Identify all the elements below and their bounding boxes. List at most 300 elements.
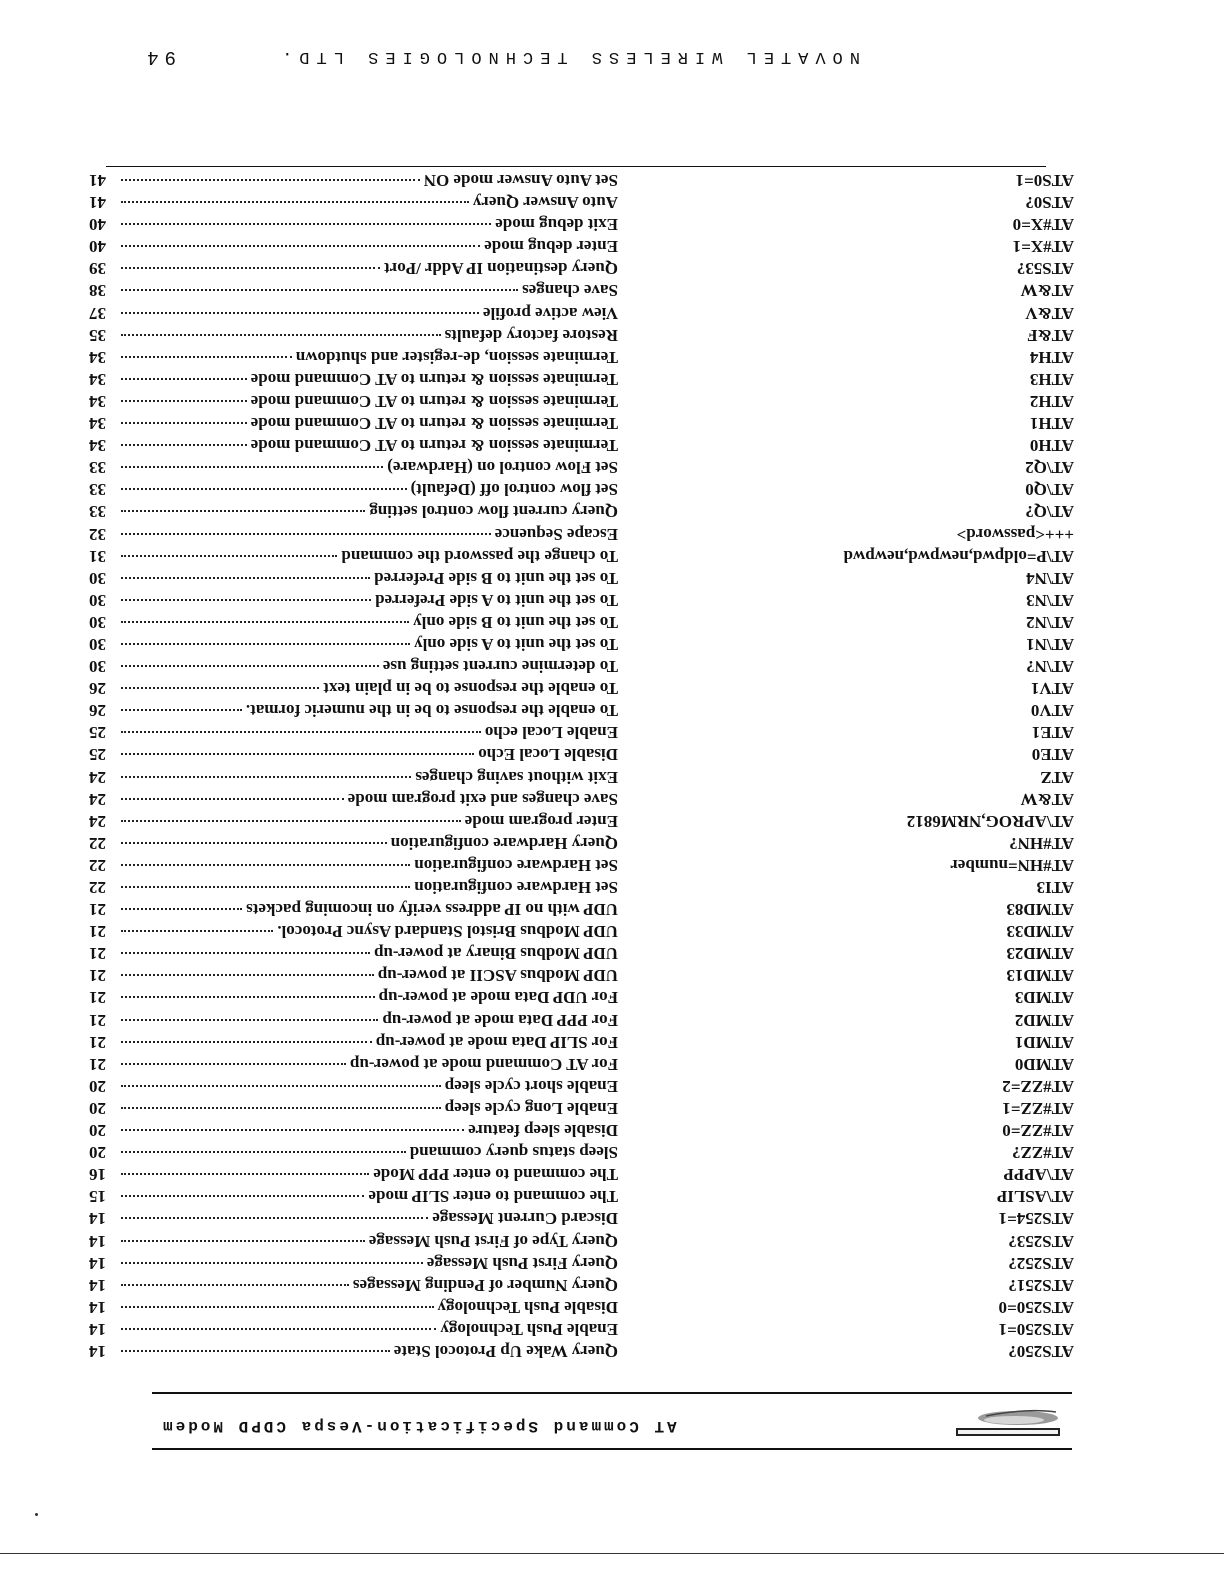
command-description: Enter debug mode [484,237,618,257]
dot-leader [121,488,407,490]
command-name: ATS252? [1008,1253,1074,1273]
index-entry [89,1318,1074,1340]
command-description: To determine current setting use [382,657,618,677]
entry-page-number: 32 [89,524,106,544]
entry-description-wrap [89,478,618,500]
entry-description-wrap [89,1097,618,1119]
entry-description-wrap [89,898,618,920]
command-description: Query Hardware configuration [390,833,618,853]
entry-page-number: 30 [89,612,106,632]
dot-leader [121,510,365,512]
entry-description-wrap [89,1009,618,1031]
entry-page-number: 25 [89,745,106,765]
index-entry [89,412,1074,434]
scan-edge-rule [0,1553,1224,1554]
command-description: For SLIP Data mode at power-up [375,1032,618,1052]
index-entry [89,765,1074,787]
command-index-list [89,169,1074,1362]
dot-leader [121,1041,372,1043]
entry-description-wrap [89,876,618,898]
dot-leader [121,1240,365,1242]
entry-description-wrap [89,611,618,633]
entry-description-wrap [89,1031,618,1053]
entry-page-number: 21 [89,922,106,942]
command-name: ATZ [1040,767,1074,787]
entry-page-number: 30 [89,635,106,654]
dot-leader [121,997,375,999]
entry-page-number: 16 [89,1165,106,1185]
index-entry [89,677,1074,699]
index-entry [89,898,1074,920]
index-entry [89,456,1074,478]
command-description: To set the unit to A side only [414,635,618,654]
command-name: ATMD33 [1006,922,1074,942]
command-description: Enable Local echo [484,723,618,743]
dot-leader [121,444,247,446]
index-entry [89,810,1074,832]
entry-description-wrap [89,324,618,346]
entry-page-number: 31 [89,546,106,566]
command-description: Terminate session & return to AT Command mode [250,369,618,389]
index-entry [89,1141,1074,1163]
command-description: Set Hardware configuration [414,855,618,875]
entry-description-wrap [89,920,618,942]
entry-page-number: 24 [89,767,106,787]
entry-page-number: 34 [89,347,106,367]
command-name: AT#ZZ=2 [1002,1076,1074,1096]
dot-leader [121,223,491,225]
dot-leader [121,555,337,557]
entry-page-number: 14 [89,1209,106,1229]
command-description: Enter program mode [464,811,618,831]
index-entry [89,1075,1074,1097]
command-description: Sleep status query command [409,1143,618,1163]
index-entry [89,1031,1074,1053]
index-entry [89,235,1074,257]
entry-page-number: 30 [89,568,106,588]
index-entry [89,324,1074,346]
entry-page-number: 20 [89,1143,106,1163]
index-entry [89,1252,1074,1274]
entry-description-wrap [89,1274,618,1296]
entry-description-wrap [89,699,618,721]
entry-description-wrap [89,1318,618,1340]
command-description: View active profile [482,303,618,323]
index-entry [89,942,1074,964]
entry-description-wrap [89,1053,618,1075]
dot-leader [121,1328,436,1330]
command-name: AT&V [1025,303,1074,323]
entry-page-number: 20 [89,1121,106,1141]
entry-description-wrap [89,1207,618,1229]
entry-page-number: 41 [89,171,106,191]
entry-description-wrap [89,1075,618,1097]
index-entry [89,1296,1074,1318]
entry-page-number: 22 [89,855,106,875]
index-entry [89,1009,1074,1031]
entry-page-number: 21 [89,1032,106,1052]
entry-page-number: 33 [89,502,106,522]
command-description: Query destination IP Addr /Port [384,259,618,279]
command-description: Exit without saving changes [415,767,618,787]
dot-leader [121,533,491,535]
command-name: ATMD0 [1014,1054,1074,1074]
command-description: Terminate session, de-register and shutdown [295,347,618,367]
entry-description-wrap [89,832,618,854]
entry-description-wrap [89,412,618,434]
command-description: To enable the response to be in plain text [323,679,618,699]
dot-leader [121,577,370,579]
index-entry [89,434,1074,456]
command-name: ATS250? [1008,1342,1074,1361]
entry-description-wrap [89,567,618,589]
entry-page-number: 37 [89,303,106,323]
entry-page-number: 21 [89,988,106,1008]
command-name: ATH3 [1029,369,1074,389]
index-entry [89,1119,1074,1141]
dot-leader [121,1195,365,1197]
entry-page-number: 21 [89,1054,106,1074]
index-entry [89,279,1074,301]
command-name: ATS253? [1008,1231,1074,1251]
index-entry [89,1274,1074,1296]
dot-leader [121,422,247,424]
command-name: AT\Q0 [1025,480,1074,500]
entry-description-wrap [89,942,618,964]
command-description: Terminate session & return to AT Command mode [250,436,618,456]
command-name: AT&F [1027,325,1074,345]
dot-leader [121,1306,434,1308]
dot-leader [121,731,481,733]
command-name: ATE1 [1031,723,1074,743]
dot-leader [121,886,410,888]
dot-leader [121,820,461,822]
command-name: AT#HN=number [950,855,1074,875]
entry-page-number: 34 [89,436,106,456]
index-entry [89,699,1074,721]
dot-leader [121,356,292,358]
command-description: UDP Modbus ASCII at power-up [377,966,618,986]
entry-description-wrap [89,257,618,279]
command-name: AT\P=oldpwd,newpwd,newpwd [843,546,1074,566]
command-name: AT#X=1 [1012,237,1074,257]
entry-page-number: 34 [89,414,106,434]
command-description: Exit debug mode [495,215,618,235]
index-entry [89,964,1074,986]
entry-page-number: 40 [89,215,106,235]
entry-description-wrap [89,743,618,765]
command-description: Disable Local Echo [478,745,618,765]
dot-leader [121,201,469,203]
entry-description-wrap [89,766,618,788]
command-description: Terminate session & return to AT Command mode [250,391,618,411]
dot-leader [121,1107,441,1109]
index-entry [89,832,1074,854]
command-description: Set flow control off (Default) [410,480,618,500]
command-description: Set Flow control on (Hardware) [387,458,618,478]
command-description: UDP Modbus Bristol Standard Async Protocol. [277,922,618,942]
command-description: UDP with no IP address verify on incoming packets [246,900,618,920]
entry-description-wrap [89,1230,618,1252]
command-name: ATV1 [1030,679,1074,699]
command-description: Enable Push Technology [440,1319,618,1339]
command-description: Auto Answer Query [472,193,618,213]
entry-description-wrap [89,1340,618,1362]
command-name: +++<password> [956,524,1074,544]
index-entry [89,302,1074,324]
entry-description-wrap [89,346,618,368]
entry-page-number: 34 [89,369,106,389]
index-entry [89,500,1074,522]
scan-speck [35,1513,38,1516]
entry-page-number: 33 [89,458,106,478]
dot-leader [121,621,409,623]
dot-leader [121,665,379,667]
command-description: For PPP Data mode at power-up [382,1010,618,1030]
command-name: AT\N2 [1026,612,1074,632]
entry-page-number: 22 [89,878,106,898]
dot-leader [121,753,474,755]
entry-page-number: 14 [89,1319,106,1339]
command-name: AT\ASLIP [996,1187,1074,1207]
entry-page-number: 40 [89,237,106,257]
footer-rule [106,166,1046,167]
command-description: For AT Command mode at power-up [349,1054,618,1074]
command-description: To enable the response to be in the numeric format. [245,701,618,721]
command-name: AT\N1 [1026,635,1074,654]
index-entry [89,169,1074,191]
command-name: AT\APPP [1003,1165,1074,1185]
index-entry [89,788,1074,810]
entry-description-wrap [89,1296,618,1318]
command-name: ATMD23 [1006,944,1074,964]
command-description: The command to enter PPP Mode [373,1165,618,1185]
entry-description-wrap [89,677,618,699]
index-entry [89,1053,1074,1075]
entry-page-number: 25 [89,723,106,743]
dot-leader [121,1217,428,1219]
dot-leader [121,1063,346,1065]
command-description: Query First Push Message [426,1253,618,1273]
entry-description-wrap [89,456,618,478]
index-entry [89,589,1074,611]
command-name: AT\Q? [1025,502,1074,522]
dot-leader [121,312,479,314]
command-name: ATI3 [1036,878,1074,898]
entry-description-wrap [89,191,618,213]
index-entry [89,854,1074,876]
entry-page-number: 26 [89,679,106,699]
command-name: ATS251? [1008,1275,1074,1295]
entry-description-wrap [89,280,618,302]
index-entry [89,567,1074,589]
dot-leader [121,952,370,954]
command-name: ATS0? [1025,193,1074,213]
entry-page-number: 21 [89,966,106,986]
entry-page-number: 20 [89,1076,106,1096]
entry-description-wrap [89,655,618,677]
command-description: Query Type of First Push Message [368,1231,618,1251]
index-entry [89,633,1074,655]
index-entry [89,1097,1074,1119]
command-name: AT\APROG,NRM6812 [906,811,1074,831]
dot-leader [121,245,480,247]
entry-page-number: 21 [89,944,106,964]
command-name: AT\N3 [1026,590,1074,610]
entry-page-number: 14 [89,1231,106,1251]
entry-description-wrap [89,500,618,522]
entry-page-number: 38 [89,281,106,301]
index-entry [89,390,1074,412]
dot-leader [121,643,410,645]
command-name: AT#HN? [1009,833,1074,853]
entry-page-number: 21 [89,1010,106,1030]
dot-leader [121,687,319,689]
page-title: AT Command Specification-Vespa CDPD Modem [160,1417,677,1435]
entry-description-wrap [89,633,618,655]
index-entry [89,1163,1074,1185]
dot-leader [121,776,411,778]
entry-description-wrap [89,302,618,324]
command-name: AT#ZZ=0 [1002,1121,1074,1141]
command-name: ATH1 [1029,414,1074,434]
index-entry [89,920,1074,942]
command-name: AT\Q2 [1025,458,1074,478]
index-entry [89,1229,1074,1251]
index-entry [89,611,1074,633]
entry-page-number: 14 [89,1297,106,1317]
command-name: ATS0=1 [1015,171,1074,191]
dot-leader [121,290,518,292]
command-description: Query Wake Up Protocol State [393,1342,618,1361]
entry-page-number: 20 [89,1098,106,1118]
command-description: To set the unit to A side Preferred [375,590,618,610]
entry-description-wrap [89,1119,618,1141]
entry-page-number: 30 [89,590,106,610]
index-entry [89,1207,1074,1229]
entry-description-wrap [89,810,618,832]
dot-leader [121,400,247,402]
index-entry [89,655,1074,677]
index-entry [89,522,1074,544]
dot-leader [121,930,273,932]
index-entry [89,986,1074,1008]
entry-description-wrap [89,854,618,876]
dot-leader [121,599,371,601]
command-description: Enable Long cycle sleep [444,1098,618,1118]
command-description: Disable sleep feature [468,1121,618,1141]
command-name: ATMD13 [1006,966,1074,986]
command-description: Terminate session & return to AT Command mode [250,414,618,434]
index-entry [89,257,1074,279]
dot-leader [121,974,374,976]
command-name: AT&W [1020,789,1074,809]
entry-page-number: 14 [89,1275,106,1295]
dot-leader [121,709,242,711]
entry-description-wrap [89,1185,618,1207]
entry-page-number: 30 [89,657,106,677]
command-name: ATE0 [1031,745,1074,765]
index-entry [89,478,1074,500]
dot-leader [121,1173,369,1175]
dot-leader [121,1085,441,1087]
index-entry [89,1340,1074,1362]
entry-description-wrap [89,368,618,390]
index-entry [89,346,1074,368]
command-description: The command to enter SLIP mode [368,1187,618,1207]
dot-leader [121,1284,349,1286]
command-description: Query current flow control setting [369,502,618,522]
command-description: Set Hardware configuration [414,878,618,898]
dot-leader [121,1129,464,1131]
entry-page-number: 21 [89,900,106,920]
entry-description-wrap [89,545,618,567]
command-name: AT#ZZ=1 [1002,1098,1074,1118]
entry-description-wrap [89,987,618,1009]
command-description: To set the unit to B side only [413,612,618,632]
command-description: Disable Push Technology [437,1297,618,1317]
entry-page-number: 14 [89,1253,106,1273]
entry-page-number: 26 [89,701,106,721]
index-entry [89,545,1074,567]
dot-leader [121,466,383,468]
command-description: Discard Current Message [432,1209,618,1229]
dot-leader [121,798,344,800]
command-description: Query Number of Pending Messages [352,1275,618,1295]
entry-page-number: 15 [89,1187,106,1207]
entry-description-wrap [89,1141,618,1163]
command-name: AT\N? [1026,657,1074,677]
command-name: ATS254=1 [998,1209,1074,1229]
entry-description-wrap [89,721,618,743]
command-description: Save changes and exit program mode [347,789,618,809]
command-description: UDP Modbus Binary at power-up [373,944,618,964]
command-description: Restore factory defaults [444,325,618,345]
entry-description-wrap [89,169,618,191]
dot-leader [121,179,420,181]
command-name: ATH0 [1029,436,1074,456]
page-header [152,1392,1072,1450]
command-name: AT#ZZ? [1011,1143,1074,1163]
command-name: ATV0 [1030,701,1074,721]
entry-page-number: 24 [89,789,106,809]
footer-company: NOVATEL WIRELESS TECHNOLOGIES LTD. [275,47,860,66]
entry-description-wrap [89,964,618,986]
command-description: Escape Sequence [494,524,618,544]
command-name: ATS53? [1016,259,1074,279]
entry-description-wrap [89,788,618,810]
entry-description-wrap [89,434,618,456]
index-entry [89,213,1074,235]
dot-leader [121,1262,423,1264]
command-name: ATS250=1 [998,1319,1074,1339]
dot-leader [121,864,410,866]
command-description: To change the password the command [341,546,618,566]
dot-leader [121,1151,406,1153]
index-entry [89,876,1074,898]
entry-description-wrap [89,235,618,257]
dot-leader [121,1019,378,1021]
entry-page-number: 33 [89,480,106,500]
command-name: ATMD2 [1014,1010,1074,1030]
dot-leader [121,267,380,269]
command-name: ATH2 [1029,391,1074,411]
command-name: ATMD83 [1006,900,1074,920]
command-description: Set Auto Answer mode ON [423,171,618,191]
entry-description-wrap [89,523,618,545]
command-description: Save changes [522,281,618,301]
command-name: ATMD3 [1014,988,1074,1008]
